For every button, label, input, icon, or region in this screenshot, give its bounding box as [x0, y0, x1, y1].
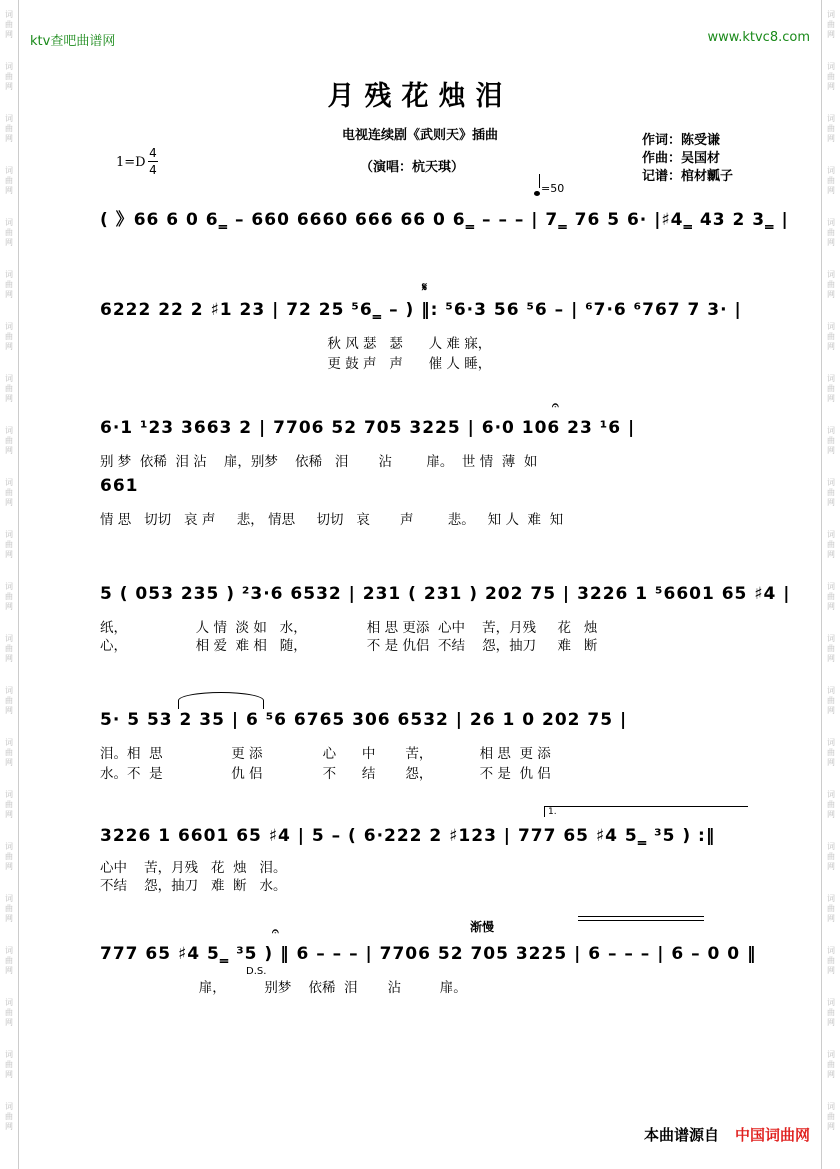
watermark-glyph: 词 曲 网 [5, 998, 13, 1027]
watermark-glyph: 词 曲 网 [827, 946, 835, 975]
lyrics-verse-2: 情 思 切切 哀 声 悲， 情思 切切 哀 声 悲。 知 人 难 知 [100, 512, 564, 528]
watermark-glyph: 词 曲 网 [5, 114, 13, 143]
lyrics-verse-1: 纸， 人 情 淡 如 水， 相 思 更添 心中 苦，月残 花 烛 [100, 620, 598, 636]
watermark-glyph: 词 曲 网 [5, 10, 13, 39]
watermark-glyph: 词 曲 网 [5, 738, 13, 767]
watermark-glyph: 词 曲 网 [827, 478, 835, 507]
slur-arc [178, 692, 264, 709]
left-watermark-strip [0, 0, 19, 1169]
watermark-glyph: 词 曲 网 [5, 686, 13, 715]
watermark-glyph: 词 曲 网 [827, 894, 835, 923]
watermark-glyph: 词 曲 网 [827, 322, 835, 351]
credits [642, 132, 733, 186]
site-right-link[interactable]: www.ktvc8.com [707, 30, 810, 45]
watermark-glyph: 词 曲 网 [827, 62, 835, 91]
watermark-glyph: 词 曲 网 [5, 790, 13, 819]
song-title: 月残花烛泪 [327, 81, 513, 112]
lyrics-verse-1: 别 梦 依稀 泪 沾 扉，别梦 依稀 泪 沾 扉。 世 情 薄 如 [100, 454, 538, 470]
watermark-glyph: 词 曲 网 [827, 218, 835, 247]
lyrics-verse-1: 泪。相 思 更 添 心 中 苦， 相 思 更 添 [100, 746, 551, 762]
watermark-glyph: 词 曲 网 [827, 114, 835, 143]
watermark-glyph: 词 曲 网 [827, 634, 835, 663]
watermark-glyph: 词 曲 网 [5, 322, 13, 351]
watermark-glyph: 词 曲 网 [827, 10, 835, 39]
watermark-glyph: 词 曲 网 [827, 582, 835, 611]
source-label: 本曲谱源自 [643, 1126, 719, 1144]
first-ending-bracket: 1. [544, 806, 748, 817]
notation-line: 661 [100, 476, 139, 496]
lyrics-verse-2: 不结 怨，抽刀 难 断 水。 [100, 878, 287, 894]
watermark-glyph: 词 曲 网 [5, 62, 13, 91]
watermark-glyph: 词 曲 网 [827, 530, 835, 559]
lyrics-verse-1: 秋 风 瑟 瑟 人 难 寐， [100, 336, 492, 352]
watermark-glyph: 词 曲 网 [5, 530, 13, 559]
site-left-link[interactable]: ktv查吧曲谱网 [30, 34, 116, 49]
notation-line: 6·1 ¹23 3663 2 | 7706 52 705 3225 | 6·0 106 23 ¹6 | [100, 418, 636, 438]
ritardando-mark: 渐慢 [470, 920, 495, 934]
lyrics-verse-2: 水。不 是 仇 侣 不 结 怨， 不 是 仇 侣 [100, 766, 551, 782]
watermark-glyph: 词 曲 网 [5, 842, 13, 871]
watermark-glyph: 词 曲 网 [827, 842, 835, 871]
notation-line: ( 》66 6 0 6‗ – 660 6660 666 66 0 6‗ – – – | 7‗ 76 5 6∙ |♯4‗ 43 2 3‗ | [100, 210, 789, 230]
watermark-glyph: 词 曲 网 [5, 426, 13, 455]
rit-line [578, 920, 704, 921]
segno-sign: 𝄋 [422, 280, 428, 294]
watermark-glyph: 词 曲 网 [827, 1102, 835, 1131]
transcriber: 记谱：棺材瓤子 [642, 169, 734, 184]
watermark-glyph: 词 曲 网 [5, 894, 13, 923]
tempo-value: =50 [541, 182, 565, 195]
notation-line: 5 ( 053 235 ) ²3·6 6532 | 231 ( 231 ) 202 75 | 3226 1 ⁵6601 65 ♯4 | [100, 584, 791, 604]
key-signature: 1=D [116, 155, 146, 170]
time-bottom: 4 [149, 163, 157, 177]
watermark-glyph: 词 曲 网 [5, 478, 13, 507]
watermark-glyph: 词 曲 网 [5, 270, 13, 299]
notation-line: 777 65 ♯4 5‗ ³5 ) ‖ 6 – – – | 7706 52 705 3225 | 6 – – – | 6 – 0 0 ‖ [100, 944, 757, 964]
watermark-glyph: 词 曲 网 [5, 218, 13, 247]
lyrics-verse-2: 心， 相 爱 难 相 随， 不 是 仇侣 不结 怨，抽刀 难 断 [100, 638, 598, 654]
watermark-glyph: 词 曲 网 [827, 790, 835, 819]
watermark-glyph: 词 曲 网 [827, 686, 835, 715]
lyrics-verse-1: 心中 苦，月残 花 烛 泪。 [100, 860, 287, 876]
dal-segno-mark: D.S. [246, 966, 267, 977]
watermark-glyph: 词 曲 网 [827, 1050, 835, 1079]
watermark-glyph: 词 曲 网 [5, 582, 13, 611]
lyrics-verse-1: 扉， 别梦 依稀 泪 沾 扉。 [100, 980, 467, 996]
watermark-glyph: 词 曲 网 [827, 166, 835, 195]
watermark-glyph: 词 曲 网 [827, 270, 835, 299]
rit-line [578, 916, 704, 917]
time-signature [148, 146, 158, 177]
notation-line: 3226 1 6601 65 ♯4 | 5 – ( 6·222 2 ♯123 | 777 65 ♯4 5‗ ³5 ) :‖ [100, 826, 716, 846]
fermata-mark: 𝄐 [552, 398, 559, 412]
watermark-glyph: 词 曲 网 [5, 166, 13, 195]
singer-line: （演唱：杭天琪） [360, 160, 465, 175]
source-site-link[interactable]: 中国词曲网 [734, 1126, 810, 1144]
notation-line: 5· 5 53 2 35 | 6 ⁵6 6765 306 6532 | 26 1 0 202 75 | [100, 710, 628, 730]
right-watermark-strip [821, 0, 840, 1169]
fermata-mark: 𝄐 [272, 924, 279, 938]
watermark-glyph: 词 曲 网 [5, 946, 13, 975]
composer: 作曲：吴国材 [642, 151, 721, 166]
watermark-glyph: 词 曲 网 [5, 1050, 13, 1079]
watermark-glyph: 词 曲 网 [827, 374, 835, 403]
footer-source [644, 1124, 810, 1145]
notation-line: 6222 22 2 ♯1 23 | 72 25 ⁵6‗ – ) ‖: ⁵6·3 56 ⁵6 – | ⁶7·6 ⁶767 7 3· | [100, 300, 742, 320]
watermark-glyph: 词 曲 网 [827, 738, 835, 767]
lyricist: 作词：陈受谦 [642, 133, 721, 148]
watermark-glyph: 词 曲 网 [5, 1102, 13, 1131]
watermark-glyph: 词 曲 网 [827, 426, 835, 455]
watermark-glyph: 词 曲 网 [5, 374, 13, 403]
lyrics-verse-2: 更 鼓 声 声 催 人 睡， [100, 356, 492, 372]
watermark-glyph: 词 曲 网 [5, 634, 13, 663]
time-top: 4 [149, 146, 157, 160]
song-subtitle: 电视连续剧《武则天》插曲 [341, 128, 498, 143]
watermark-glyph: 词 曲 网 [827, 998, 835, 1027]
tempo-mark [534, 178, 564, 195]
